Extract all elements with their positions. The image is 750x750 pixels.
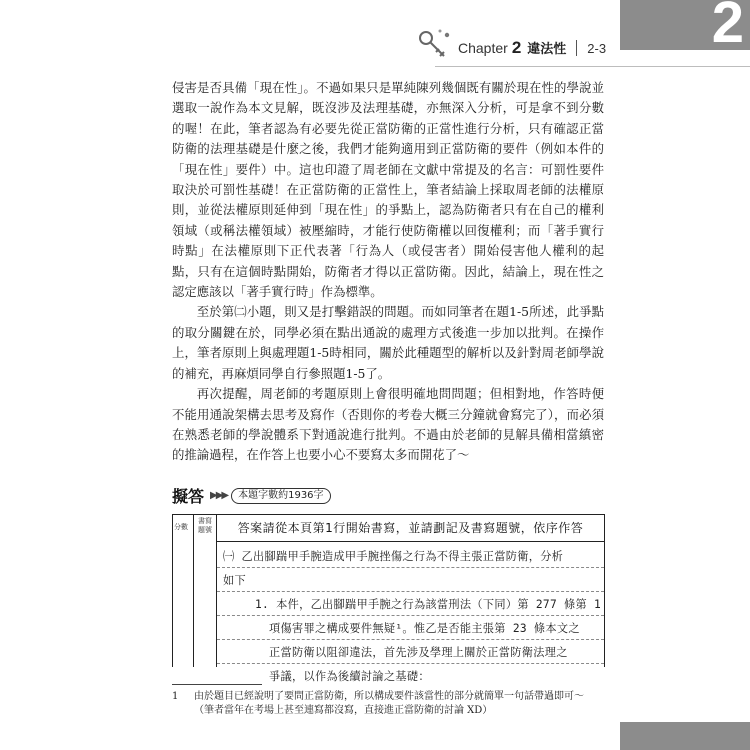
sheet-rule [217,663,604,664]
paragraph: 侵害是否具備「現在性」。不過如果只是單純陳列幾個既有關於現在性的學說並選取一說作為本文見解，既沒涉及法理基礎，亦無深入分析，可是拿不到分數的喔！在此，筆者認為有必要先從正當防衛的正當性進行分析，只有確認正當防衛的法理基礎是什麼之後，我們才能夠適用到正當防衛的要件（例如本件的「現在性」要件）中。這也印證了周老師在文獻中常提及的名言：可罰性要件取決於可罰性基礎！在正當防衛的正當性上，筆者結論上採取周老師的法權原則，並從法權原則延伸到「現在性」的爭點上，認為防衛者只有在自己的權利領域（或稱法權領域）被壓縮時，才能行使防衛權以回復權利；而「著手實行時點」在法權原則下正代表著「行為人（或侵害者）開始侵害他人權利的起點，只有在這個時點開始，防衛者才得以正當防衛。因此，結論上，現在性之認定應該以「著手實行時」作為標準。 [172,80,604,300]
footnote [172,690,604,718]
sheet-rule [217,639,604,640]
handwritten-line: 項傷害罪之構成要件無疑¹。惟乙是否能主張第 23 條本文之 [269,622,580,635]
question-number-label: 書寫題號 [198,517,212,534]
footnote-number: 1 [172,691,179,702]
score-column-label: 分數 [174,523,188,531]
footnote-line: 由於題目已經說明了要問正當防衛，所以構成要件該當性的部分就簡單一句話帶過即可～ [194,691,584,702]
score-column [173,515,194,667]
answer-label: 擬答 [172,487,205,506]
sheet-rule [217,567,604,568]
sheet-rule [217,615,604,616]
footnote-rule [172,684,262,685]
header-rule [435,66,750,67]
handwritten-line: 1. 本件，乙出腳踹甲手腕之行為該當刑法（下同）第 277 條第 1 [255,598,602,611]
handwritten-line: 爭議，以作為後續討論之基礎： [269,670,430,683]
paragraph: 至於第㈡小題，則又是打擊錯誤的問題。而如同筆者在題1-5所述，此爭點的取分關鍵在於，同學必須在點出通說的處理方式後進一步加以批判。在操作上，筆者原則上與處理題1-5時相同，關於此種題型的解析以及針對周老師學說的補充，再麻煩同學自行參照題1-5了。 [172,304,604,381]
handwritten-line: 正當防衛以阻卻違法，首先涉及學理上關於正當防衛法理之 [269,646,568,659]
answer-sheet [172,514,605,683]
key-ornament-icon [414,26,454,66]
chapter-name: 違法性 [527,42,567,57]
handwritten-line: ㈠ 乙出腳踹甲手腕造成甲手腕挫傷之行為不得主張正當防衛，分析 [223,550,564,563]
sheet-rule [217,591,604,592]
header-separator [576,40,577,56]
question-number-column [194,515,217,667]
word-count-badge: 本題字數約1936字 [231,488,330,504]
paragraph: 再次提醒，周老師的考題原則上會很明確地問問題；但相對地，作答時便不能用通說架構去思考及寫作（否則你的考卷大概三分鐘就會寫完了），而必須在熟悉老師的學說體系下對通說進行批判。不過由於老師的見解具備相當縝密的推論過程，在作答上也要小心不要寫太多而開花了～ [172,386,604,463]
chapter-tab-number: 2 [711,0,744,55]
handwritten-line: 如下 [223,574,246,587]
footnote-line: （筆者當年在考場上甚至連寫都沒寫，直接進正當防衛的討論 XD） [194,705,493,716]
page-number: 2-3 [587,41,607,56]
sheet-instruction: 答案請從本頁第1行開始書寫，並請劃記及書寫題號，依序作答 [217,515,604,542]
chapter-tab [620,0,750,55]
triple-arrow-icon: ▶▶▶ [210,490,228,501]
header-title [458,38,606,58]
chapter-number: 2 [511,38,522,57]
chapter-word: Chapter [458,40,508,56]
body-text [172,78,604,466]
answer-heading [172,484,331,507]
bottom-tab [620,722,750,750]
